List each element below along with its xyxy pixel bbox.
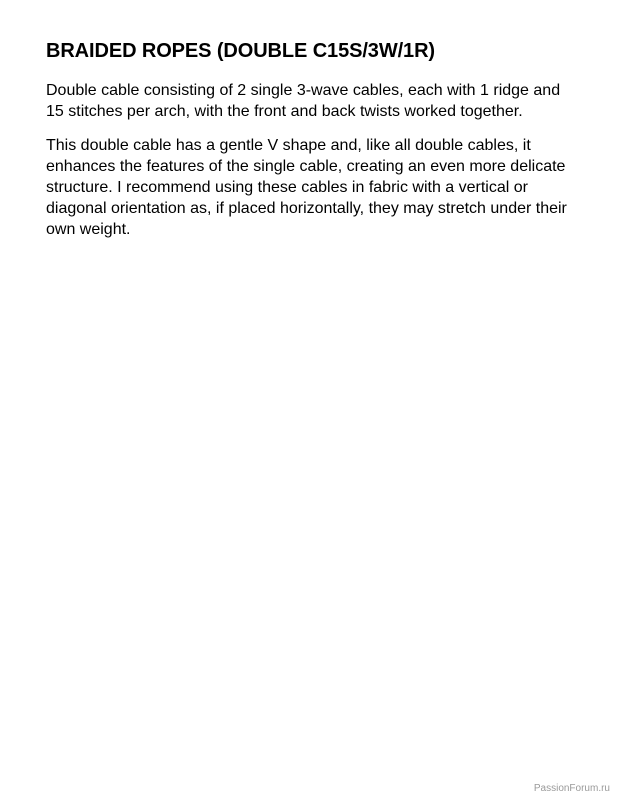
watermark: PassionForum.ru — [533, 783, 610, 794]
paragraph-recommendation: This double cable has a gentle V shape and, like all double cables, it enhances the features of the single cable, creating an even more delicate structure. I recommend using these cables in fabric with a vertical or diagonal orientation as, if placed horizontally, they may stretch under their own weight. — [46, 137, 567, 238]
page-title: BRAIDED ROPES (DOUBLE C15S/3W/1R) — [46, 40, 435, 62]
paragraph-description: Double cable consisting of 2 single 3-wave cables, each with 1 ridge and 15 stitches per arch, with the front and back twists worked together. — [46, 82, 561, 120]
